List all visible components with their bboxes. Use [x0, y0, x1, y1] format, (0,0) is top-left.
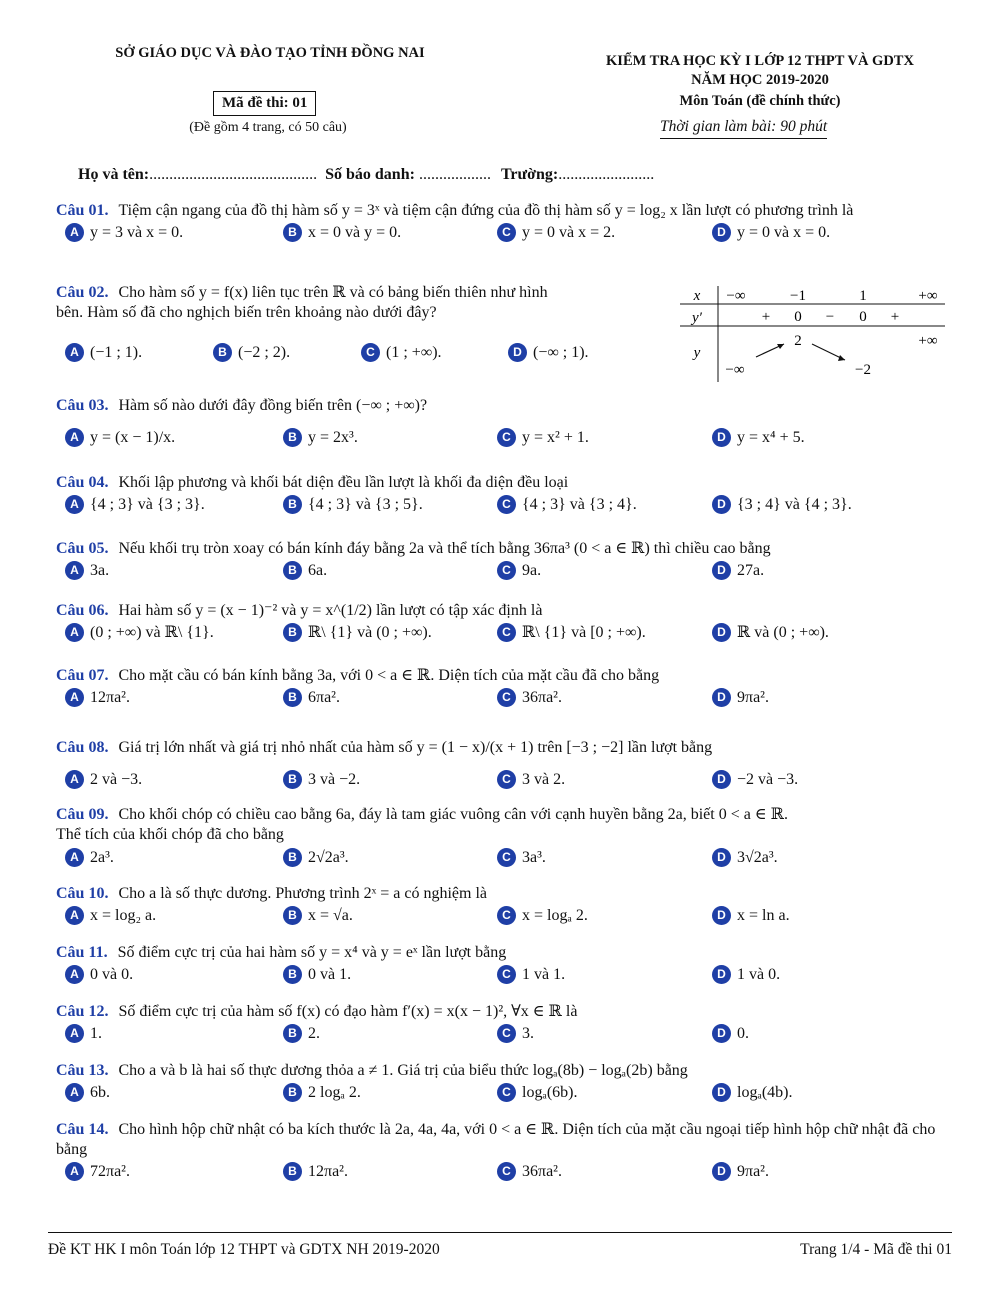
option-letter: D	[713, 849, 730, 866]
option-d[interactable]	[713, 621, 829, 645]
option-b[interactable]	[214, 341, 290, 365]
option-c[interactable]	[498, 426, 589, 450]
question-label: Câu 08.	[56, 739, 109, 756]
question-text: Giá trị lớn nhất và giá trị nhỏ nhất của hàm số y = (1 − x)/(x + 1) trên [−3 ; −2] lần lượt bằng	[118, 739, 713, 756]
option-d[interactable]	[713, 1160, 769, 1184]
question-2	[56, 283, 566, 323]
option-c[interactable]	[498, 768, 565, 792]
question-label: Câu 11.	[56, 944, 108, 961]
option-text: 2 logₐ 2.	[308, 1084, 361, 1101]
exam-title	[560, 52, 960, 111]
option-b[interactable]	[284, 493, 423, 517]
option-c[interactable]	[362, 341, 442, 365]
option-letter: C	[498, 907, 515, 924]
question-text: Cho mặt cầu có bán kính bằng 3a, với 0 < a ∈ ℝ. Diện tích của mặt cầu đã cho bằng	[118, 667, 660, 684]
option-letter: C	[498, 429, 515, 446]
option-a[interactable]	[66, 686, 130, 710]
question-label: Câu 10.	[56, 885, 109, 902]
option-letter: A	[66, 224, 83, 241]
option-d[interactable]	[713, 846, 778, 870]
option-b[interactable]	[284, 904, 353, 928]
options	[56, 1160, 956, 1186]
options	[56, 493, 956, 519]
option-letter: B	[284, 496, 301, 513]
option-letter: C	[498, 849, 515, 866]
option-a[interactable]	[66, 963, 133, 987]
sign: +	[890, 309, 900, 325]
option-letter: A	[66, 907, 83, 924]
option-letter: D	[713, 224, 730, 241]
question-4	[56, 473, 956, 519]
option-text: 27a.	[737, 562, 765, 579]
question-text: Nếu khối trụ tròn xoay có bán kính đáy bằng 2a và thể tích bằng 36πa³ (0 < a ∈ ℝ) thì chiều cao bằng	[118, 540, 771, 557]
option-text: ℝ\ {1} và [0 ; +∞).	[522, 624, 646, 641]
option-letter: A	[66, 849, 83, 866]
question-9	[56, 805, 796, 845]
option-text: {4 ; 3} và {3 ; 3}.	[90, 496, 205, 513]
option-b[interactable]	[284, 621, 432, 645]
dy-row-label: y′	[692, 310, 702, 326]
options	[56, 418, 956, 458]
question-label: Câu 05.	[56, 540, 109, 557]
question-label: Câu 03.	[56, 397, 109, 414]
question-6	[56, 601, 956, 647]
sign: 0	[794, 309, 802, 325]
option-text: x = 0 và y = 0.	[308, 224, 402, 241]
option-text: 1 và 0.	[737, 966, 781, 983]
question-text: Tiệm cận ngang của đồ thị hàm số y = 3ˣ và tiệm cận đứng của đồ thị hàm số y = log₂ x lần lượt có phương trình là	[118, 202, 854, 219]
option-b[interactable]	[284, 686, 340, 710]
exam-title-line1: KIỂM TRA HỌC KỲ I LỚP 12 THPT VÀ GDTX	[606, 53, 914, 69]
option-d[interactable]	[713, 559, 764, 583]
option-text: (0 ; +∞) và ℝ\ {1}.	[90, 624, 214, 641]
option-text: ℝ và (0 ; +∞).	[737, 624, 829, 641]
question-label: Câu 01.	[56, 202, 109, 219]
option-text: 72πa².	[90, 1163, 130, 1180]
option-d[interactable]	[713, 426, 805, 450]
option-a[interactable]	[66, 1022, 102, 1046]
option-text: 6a.	[308, 562, 328, 579]
footer-right: Trang 1/4 - Mã đề thi 01	[800, 1241, 952, 1258]
option-letter: D	[713, 562, 730, 579]
options	[56, 904, 956, 930]
option-c[interactable]	[498, 846, 546, 870]
option-letter: B	[214, 344, 231, 361]
question-12	[56, 1002, 956, 1048]
option-d[interactable]	[509, 341, 589, 365]
option-text: y = 0 và x = 0.	[737, 224, 831, 241]
option-c[interactable]	[498, 963, 565, 987]
question-11	[56, 943, 956, 989]
option-text: 9πa².	[737, 689, 769, 706]
question-label: Câu 09.	[56, 806, 109, 823]
option-letter: A	[66, 966, 83, 983]
question-1	[56, 201, 956, 247]
options	[56, 686, 956, 712]
y-value: −∞	[725, 362, 745, 378]
option-c[interactable]	[498, 1081, 577, 1105]
question-text: Khối lập phương và khối bát diện đều lần lượt là khối đa diện đều loại	[118, 474, 569, 491]
option-letter: B	[284, 771, 301, 788]
question-text: Cho a là số thực dương. Phương trình 2ˣ = a có nghiệm là	[118, 885, 487, 902]
option-letter: A	[66, 1163, 83, 1180]
option-letter: C	[498, 1163, 515, 1180]
option-a[interactable]	[66, 341, 142, 365]
option-c[interactable]	[498, 904, 588, 928]
option-letter: A	[66, 1084, 83, 1101]
option-c[interactable]	[498, 559, 541, 583]
option-text: −2 và −3.	[737, 771, 799, 788]
option-c[interactable]	[498, 221, 615, 245]
question-label: Câu 02.	[56, 284, 109, 301]
options	[56, 768, 956, 794]
option-text: (1 ; +∞).	[386, 344, 442, 361]
option-text: 0 và 0.	[90, 966, 134, 983]
option-text: 1.	[90, 1025, 102, 1042]
question-label: Câu 13.	[56, 1062, 109, 1079]
option-text: x = logₐ 2.	[522, 907, 588, 924]
option-a[interactable]	[66, 221, 183, 245]
option-d[interactable]	[713, 963, 780, 987]
question-7	[56, 666, 956, 712]
option-a[interactable]	[66, 493, 205, 517]
option-letter: C	[498, 624, 515, 641]
option-text: 36πa².	[522, 1163, 562, 1180]
x-value: −1	[790, 288, 806, 304]
question-label: Câu 12.	[56, 1003, 109, 1020]
options	[56, 846, 956, 872]
option-letter: C	[498, 562, 515, 579]
x-value: +∞	[918, 288, 938, 304]
option-letter: C	[498, 689, 515, 706]
option-letter: B	[284, 624, 301, 641]
question-9-options	[56, 846, 956, 872]
student-info-line	[78, 166, 654, 184]
options	[56, 221, 956, 247]
option-b[interactable]	[284, 846, 349, 870]
option-letter: A	[66, 562, 83, 579]
option-a[interactable]	[66, 846, 114, 870]
footer-left: Đề KT HK I môn Toán lớp 12 THPT và GDTX NH 2019-2020	[48, 1241, 440, 1258]
option-d[interactable]	[713, 1022, 749, 1046]
option-letter: A	[66, 496, 83, 513]
option-text: {3 ; 4} và {4 ; 3}.	[737, 496, 852, 513]
question-5	[56, 539, 956, 585]
option-letter: B	[284, 224, 301, 241]
school-label: Trường:	[500, 166, 559, 183]
option-text: y = x² + 1.	[522, 429, 589, 446]
option-text: logₐ(6b).	[522, 1084, 578, 1101]
option-text: 2 và −3.	[90, 771, 143, 788]
option-text: y = x⁴ + 5.	[737, 429, 805, 446]
question-8	[56, 738, 956, 794]
option-c[interactable]	[498, 1022, 534, 1046]
option-b[interactable]	[284, 1160, 348, 1184]
arrow-head	[838, 355, 845, 361]
option-text: (−∞ ; 1).	[533, 344, 589, 361]
option-text: (−2 ; 2).	[238, 344, 291, 361]
option-a[interactable]	[66, 904, 156, 928]
option-letter: B	[284, 907, 301, 924]
option-text: 0 và 1.	[308, 966, 352, 983]
question-text: Cho hàm số y = f(x) liên tục trên ℝ và có bảng biến thiên như hình bên. Hàm số đã cho nghịch biến trên khoảng nào dưới đây?	[56, 284, 548, 321]
option-letter: D	[713, 966, 730, 983]
option-d[interactable]	[713, 904, 790, 928]
options	[56, 1022, 956, 1048]
option-text: 3a.	[90, 562, 110, 579]
x-row-label: x	[693, 288, 701, 304]
option-text: (−1 ; 1).	[90, 344, 143, 361]
option-letter: D	[713, 771, 730, 788]
option-a[interactable]	[66, 426, 175, 450]
option-text: y = 3 và x = 0.	[90, 224, 184, 241]
option-b[interactable]	[284, 559, 327, 583]
exam-title-line2: NĂM HỌC 2019-2020	[691, 72, 829, 88]
option-text: 9a.	[522, 562, 542, 579]
option-letter: B	[284, 689, 301, 706]
option-letter: D	[713, 689, 730, 706]
question-label: Câu 14.	[56, 1121, 109, 1138]
name-label: Họ và tên:	[78, 166, 150, 183]
question-13	[56, 1061, 956, 1107]
option-letter: A	[66, 429, 83, 446]
option-d[interactable]	[713, 686, 769, 710]
option-letter: D	[713, 1025, 730, 1042]
sign: +	[761, 309, 771, 325]
option-b[interactable]	[284, 768, 360, 792]
option-letter: C	[498, 1025, 515, 1042]
option-b[interactable]	[284, 426, 358, 450]
y-value: −2	[855, 362, 871, 378]
option-b[interactable]	[284, 221, 401, 245]
option-a[interactable]	[66, 621, 214, 645]
name-dots: ..........................................	[149, 166, 318, 183]
y-value: 2	[794, 333, 802, 349]
option-text: 2.	[308, 1025, 320, 1042]
option-text: 6b.	[90, 1084, 110, 1101]
option-text: 3.	[522, 1025, 534, 1042]
option-text: x = √a.	[308, 907, 353, 924]
option-letter: D	[713, 624, 730, 641]
option-letter: D	[713, 907, 730, 924]
option-d[interactable]	[713, 493, 852, 517]
question-14	[56, 1120, 956, 1186]
option-text: 1 và 1.	[522, 966, 566, 983]
option-text: logₐ(4b).	[737, 1084, 793, 1101]
option-text: 2√2a³.	[308, 849, 349, 866]
question-text: Hai hàm số y = (x − 1)⁻² và y = x^(1/2) lần lượt có tập xác định là	[118, 602, 543, 619]
option-letter: A	[66, 1025, 83, 1042]
option-text: 3a³.	[522, 849, 546, 866]
option-text: 12πa².	[90, 689, 130, 706]
question-label: Câu 06.	[56, 602, 109, 619]
option-c[interactable]	[498, 1160, 562, 1184]
option-letter: B	[284, 562, 301, 579]
exam-subject: Môn Toán (đề chính thức)	[679, 93, 841, 109]
option-letter: B	[284, 849, 301, 866]
option-c[interactable]	[498, 493, 637, 517]
options	[56, 559, 956, 585]
exam-note: (Đề gồm 4 trang, có 50 câu)	[189, 120, 347, 135]
option-text: ℝ\ {1} và (0 ; +∞).	[308, 624, 432, 641]
option-letter: A	[66, 771, 83, 788]
option-c[interactable]	[498, 621, 646, 645]
sbd-dots: ..................	[418, 166, 491, 183]
question-text: Cho a và b là hai số thực dương thỏa a ≠ 1. Giá trị của biểu thức logₐ(8b) − logₐ(2b) bằng	[118, 1062, 688, 1079]
option-text: 9πa².	[737, 1163, 769, 1180]
option-d[interactable]	[713, 221, 830, 245]
option-a[interactable]	[66, 559, 109, 583]
school-dots: ........................	[558, 166, 655, 183]
option-letter: D	[713, 429, 730, 446]
department-title: SỞ GIÁO DỤC VÀ ĐÀO TẠO TỈNH ĐỒNG NAI	[115, 45, 425, 61]
option-letter: D	[713, 1163, 730, 1180]
option-letter: A	[66, 689, 83, 706]
option-text: x = ln a.	[737, 907, 790, 924]
option-c[interactable]	[498, 686, 562, 710]
question-text: Số điểm cực trị của hàm số f(x) có đạo hàm f′(x) = x(x − 1)², ∀x ∈ ℝ là	[118, 1003, 578, 1020]
option-letter: C	[498, 224, 515, 241]
options	[56, 963, 956, 989]
sign: −	[825, 309, 835, 325]
option-letter: C	[498, 771, 515, 788]
sbd-label: Số báo danh:	[325, 166, 415, 183]
options	[56, 1081, 956, 1107]
option-letter: D	[713, 1084, 730, 1101]
option-letter: A	[66, 344, 83, 361]
option-text: 6πa².	[308, 689, 340, 706]
x-value: −∞	[726, 288, 746, 304]
option-letter: B	[284, 966, 301, 983]
option-text: y = 0 và x = 2.	[522, 224, 616, 241]
question-text: Cho hình hộp chữ nhật có ba kích thước là 2a, 4a, 4a, với 0 < a ∈ ℝ. Diện tích của mặt cầu ngoại tiếp hình hộp chữ nhật đã cho bằng	[56, 1121, 936, 1158]
option-letter: D	[509, 344, 526, 361]
option-letter: B	[284, 429, 301, 446]
option-letter: B	[284, 1084, 301, 1101]
option-text: 3 và 2.	[522, 771, 566, 788]
option-letter: B	[284, 1163, 301, 1180]
option-b[interactable]	[284, 1022, 320, 1046]
option-text: 0.	[737, 1025, 749, 1042]
y-row-label: y	[693, 345, 701, 361]
variation-table	[680, 282, 950, 392]
option-letter: C	[498, 496, 515, 513]
question-label: Câu 07.	[56, 667, 109, 684]
option-letter: A	[66, 624, 83, 641]
option-b[interactable]	[284, 1081, 361, 1105]
option-b[interactable]	[284, 963, 351, 987]
option-text: 36πa².	[522, 689, 562, 706]
option-text: 3√2a³.	[737, 849, 778, 866]
exam-code-box: Mã đề thi: 01	[213, 91, 316, 116]
option-letter: C	[498, 966, 515, 983]
exam-time: Thời gian làm bài: 90 phút	[660, 118, 827, 139]
option-letter: D	[713, 496, 730, 513]
question-text: Hàm số nào dưới đây đồng biến trên (−∞ ; +∞)?	[118, 397, 428, 414]
x-value: 1	[859, 288, 867, 304]
question-text: Số điểm cực trị của hai hàm số y = x⁴ và y = eˣ lần lượt bằng	[117, 944, 507, 961]
option-text: {4 ; 3} và {3 ; 5}.	[308, 496, 423, 513]
option-d[interactable]	[713, 768, 798, 792]
option-letter: C	[362, 344, 379, 361]
question-text: Cho khối chóp có chiều cao bằng 6a, đáy là tam giác vuông cân với cạnh huyền bằng 2a, biết 0 < a ∈ ℝ. Thể tích của khối chóp đã cho bằng	[56, 806, 788, 843]
option-text: {4 ; 3} và {3 ; 4}.	[522, 496, 637, 513]
footer-rule	[48, 1232, 952, 1233]
option-text: 2a³.	[90, 849, 114, 866]
option-text: 3 và −2.	[308, 771, 361, 788]
option-letter: B	[284, 1025, 301, 1042]
question-label: Câu 04.	[56, 474, 109, 491]
options	[56, 621, 956, 647]
sign: 0	[859, 309, 867, 325]
option-text: 12πa².	[308, 1163, 348, 1180]
option-d[interactable]	[713, 1081, 792, 1105]
option-a[interactable]	[66, 1160, 130, 1184]
y-value: +∞	[918, 333, 938, 349]
option-a[interactable]	[66, 1081, 110, 1105]
option-text: y = 2x³.	[308, 429, 358, 446]
question-3	[56, 396, 956, 458]
option-text: y = (x − 1)/x.	[90, 429, 176, 446]
option-letter: C	[498, 1084, 515, 1101]
question-10	[56, 884, 956, 930]
option-a[interactable]	[66, 768, 142, 792]
option-text: x = log₂ a.	[90, 907, 157, 924]
